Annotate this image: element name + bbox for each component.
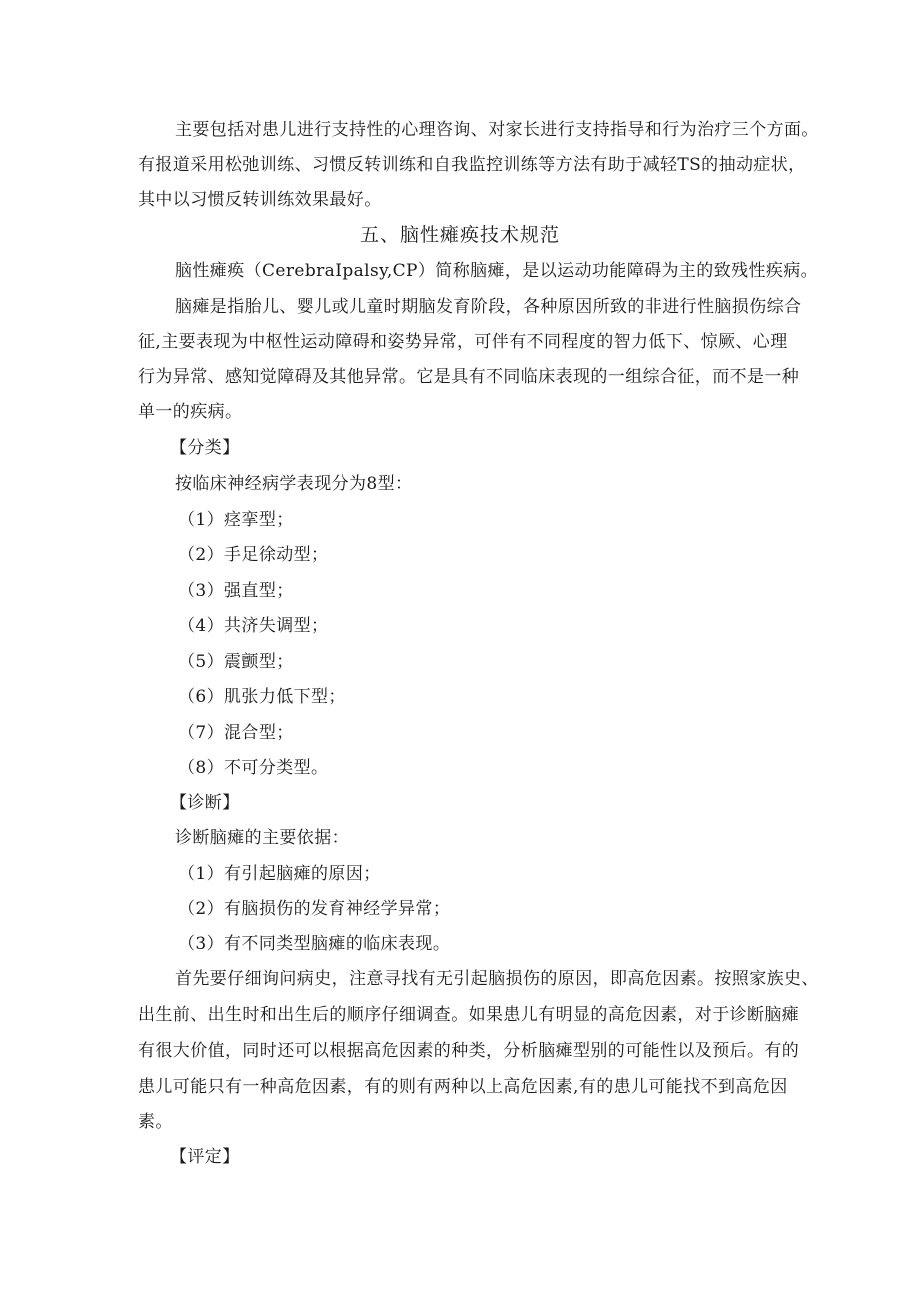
intro-line-1: 主要包括对患儿进行支持性的心理咨询、对家长进行支持指导和行为治疗三个方面。 [175, 120, 819, 140]
diagnosis-paragraph-line-2: 出生前、出生时和出生后的顺序仔细调查。如果患儿有明显的高危因素，对于诊断脑瘫 [138, 1005, 800, 1025]
classification-item: （8）不可分类型。 [178, 758, 329, 778]
diagnosis-paragraph-line-4: 患儿可能只有一种高危因素，有的则有两种以上高危因素,有的患儿可能找不到高危因 [138, 1077, 788, 1097]
intro-line-3: 其中以习惯反转训练效果最好。 [138, 190, 382, 210]
intro-line-2: 有报道采用松弛训练、习惯反转训练和自我监控训练等方法有助于减轻TS的抽动症状， [138, 155, 806, 175]
classification-item: （3）强直型； [178, 581, 294, 601]
diagnosis-item: （1）有引起脑瘫的原因； [178, 864, 381, 884]
classification-item: （5）震颤型； [178, 652, 294, 672]
evaluation-title: 【评定】 [170, 1147, 240, 1167]
classification-item: （7）混合型； [178, 723, 294, 743]
diagnosis-item: （3）有不同类型脑瘫的临床表现。 [178, 934, 451, 954]
diagnosis-paragraph-line-1: 首先要仔细询问病史，注意寻找有无引起脑损伤的原因，即高危因素。按照家族史、 [175, 969, 819, 989]
description-line-2: 征,主要表现为中枢性运动障碍和姿势异常，可伴有不同程度的智力低下、惊厥、心理 [138, 332, 788, 352]
diagnosis-paragraph-line-5: 素。 [138, 1112, 173, 1132]
classification-item: （4）共济失调型； [178, 616, 329, 636]
classification-item: （2）手足徐动型； [178, 545, 329, 565]
diagnosis-title: 【诊断】 [170, 793, 240, 813]
section-heading: 五、脑性瘫痪技术规范 [360, 224, 561, 246]
classification-intro: 按临床神经病学表现分为8型： [175, 474, 413, 494]
definition-line: 脑性瘫痪（CerebraIpalsy,CP）简称脑瘫，是以运动功能障碍为主的致残性疾病。 [175, 261, 819, 281]
classification-item: （6）肌张力低下型； [178, 687, 346, 707]
description-line-1: 脑瘫是指胎儿、婴儿或儿童时期脑发育阶段，各种原因所致的非进行性脑损伤综合 [175, 297, 802, 317]
diagnosis-paragraph-line-3: 有很大价值，同时还可以根据高危因素的种类，分析脑瘫型别的可能性以及预后。有的 [138, 1041, 800, 1061]
diagnosis-item: （2）有脑损伤的发育神经学异常； [178, 899, 451, 919]
description-line-3: 行为异常、感知觉障碍及其他异常。它是具有不同临床表现的一组综合征，而不是一种 [138, 367, 800, 387]
classification-title: 【分类】 [170, 438, 240, 458]
classification-item: （1）痉挛型； [178, 510, 294, 530]
diagnosis-intro: 诊断脑瘫的主要依据： [175, 828, 349, 848]
description-line-4: 单一的疾病。 [138, 402, 243, 422]
